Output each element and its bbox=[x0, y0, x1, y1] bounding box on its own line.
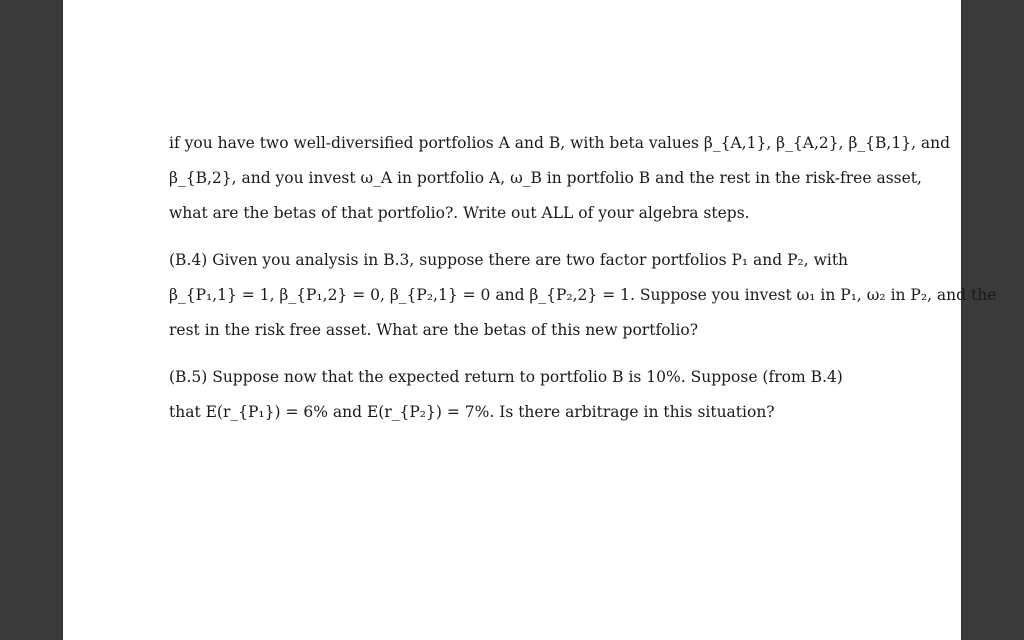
text-line: (B.4) Given you analysis in B.3, suppose there are two factor portfolios P₁ and P₂, with bbox=[169, 251, 849, 269]
text-line: (B.5) Suppose now that the expected return to portfolio B is 10%. Suppose (from B.4) bbox=[169, 368, 843, 386]
text-line: what are the betas of that portfolio?. Write out ALL of your algebra steps. bbox=[169, 204, 750, 222]
text-line: rest in the risk free asset. What are the betas of this new portfolio? bbox=[169, 321, 699, 339]
document-page bbox=[63, 0, 997, 640]
text-line: β_{P₁,1} = 1, β_{P₁,2} = 0, β_{P₂,1} = 0 and β_{P₂,2} = 1. Suppose you invest ω₁ in P₁, ω₂ in P₂, and the bbox=[169, 286, 997, 304]
text-line: that E(r_{P₁}) = 6% and E(r_{P₂}) = 7%. Is there arbitrage in this situation? bbox=[169, 403, 775, 421]
paragraph-b4 bbox=[169, 243, 997, 348]
page-content bbox=[169, 126, 997, 442]
text-line: β_{B,2}, and you invest ω_A in portfolio A, ω_B in portfolio B and the rest in the risk-free asset, bbox=[169, 169, 922, 187]
text-line: if you have two well-diversified portfolios A and B, with beta values β_{A,1}, β_{A,2}, β_{B,1}, and bbox=[169, 134, 951, 152]
paragraph-b3-continuation bbox=[169, 126, 951, 231]
paragraph-b5 bbox=[169, 360, 869, 430]
